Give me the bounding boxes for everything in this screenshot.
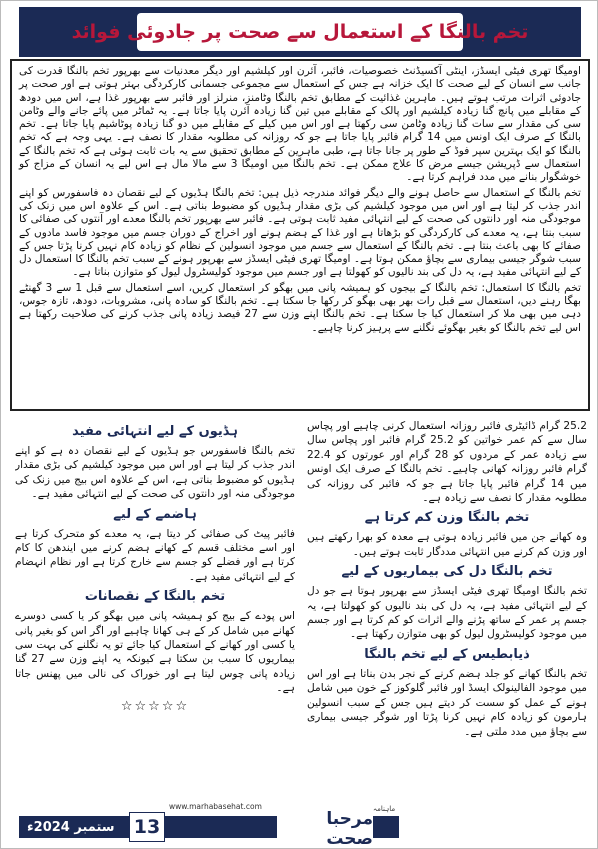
left-column [15,419,295,799]
heart-heading: تخم بالنگا دل کی بیماریوں کے لیے [341,564,553,580]
harms-heading: تخم بالنگا کے نقصانات [84,589,226,605]
weight-heading: تخم بالنگا وزن کم کرتا ہے [364,510,530,526]
weight-paragraph: وہ کھانے جن میں فائبر زیادہ ہوتی ہے معدہ کو بھرا رکھتے ہیں اور وزن کم کرنے میں انتہائی مددگار ثابت ہوتے ہیں۔ [307,531,587,558]
intro-box [10,59,590,411]
intro-paragraph-2: تخم بالنگا کے استعمال سے حاصل ہونے والے دیگر فوائد مندرجہ ذیل ہیں: تخم بالنگا ہڈیوں کے لیے نقصان دہ فاسفورس کو اپنے اندر جذب کر لیتا ہے اور اس میں موجود کیلشیم کی بڑی مقدار ہڈیوں کو مضبوط بناتی ہے۔ اس کے علاوہ اس میں زنک کی موجودگی منہ اور دانتوں کی صحت کے لیے انتہائی مفید ثابت ہوتی ہے۔ فائبر سے بھرپور تخم بالنگا معدے اور آنتوں کی صفائی کا سبب بنتا ہے، یہ معدے کی کارکردگی کو بڑھاتا ہے اور غذا کے ہضم ہونے اور اخراج کے دوران جسم میں موجود فاسد مادوں کے صفائے کا بھی باعث بنتا ہے۔ تخم بالنگا کے استعمال سے جسم میں موجود انسولین کے نظام کو زیادہ کام نہیں کرنا پڑتا جس کے سبب شوگر جیسی بیماری سے بچاؤ ممکن ہوتا ہے۔ اومیگا تھری فیٹی ایسڈز سے بھرپور ہونے کے سبب تخم بالنگا کا استعمال دل کے لیے انتہائی مفید ہے، یہ دل کی بند نالیوں کو کھولتا ہے اور جسم میں موجود کولیسٹرول لیول کو متوازن بناتا ہے۔ [19,186,581,279]
harms-paragraph: اس پودے کے بیج کو ہمیشہ پانی میں بھگو کر یا کسی دوسرے کھانے میں شامل کر کے ہی کھانا چاہیے اور اگر اس کو بغیر پانی یا کسی اور کھانے کے استعمال کیا جائے تو یہ نگلنے کی بہت سی بیماریوں کا سبب بن سکتا ہے کیونکہ یہ اپنے وزن سے 27 گنا زیادہ پانی چوس لیتا ہے اور خوراک کی نالی میں پھنس جاتا ہے۔ [15,610,295,695]
diabetes-heading: ذیابطیس کے لیے تخم بالنگا [364,646,530,662]
intro-paragraph-1: اومیگا تھری فیٹی ایسڈز، اینٹی آکسیڈنٹ خصوصیات، فائبر، آئرن اور کیلشیم اور دیگر معدنیات سے بھرپور تخم بالنگا قدرت کی جانب سے انسان کے لیے صحت کا ایک خزانہ ہے جس کے استعمال سے مجموعی جسمانی کارکردگی بہتر ہوتی ہے اور صحت پر جادوئی اثرات مرتب ہوتے ہیں۔ ماہرین غذائیت کے مطابق تخم بالنگا وٹامنز، منرلز اور فائبر سے بھرپور غذا ہے، اس میں دودھ کے مقابلے میں پانچ گنا زیادہ کیلشیم اور پالک کے مقابلے میں تین گنا زیادہ آئرن پایا جاتا ہے۔ یہ ٹماٹر میں پائے جانے والے وٹامن سی کی مقدار سے سات گنا زیادہ وٹامن سی رکھتا ہے اور اس میں کیلے کے مقابلے میں دو گنا زیادہ پوٹاشیم پایا جاتا ہے۔ تخم بالنگا کے صرف ایک اونس میں 14 گرام فائبر پایا جاتا ہے جو کہ روزانہ کی مطلوبہ مقدار کا نصف ہے۔ یہی وجہ ہے کہ تخم بالنگا کو ایک بہترین سپر فوڈ کے طور پر جانا جاتا ہے، طبی ماہرین کے مطابق تحقیق سے یہ بات ثابت ہوئی ہے کہ تخم بالنگا کے استعمال سے ڈپریشن جیسے مرض کا علاج ممکن ہے۔ تخم بالنگا میں اومیگا 3 سے مالا مال ہے اس لیے یہ انسان کے مزاج کو خوشگوار بنانے میں مدد فراہم کرتا ہے۔ [19,65,581,184]
issue-month: ستمبر 2024ء [27,820,115,835]
fiber-paragraph: 25.2 گرام ڈائیٹری فائبر روزانہ استعمال کرنی چاہیے اور پچاس سال سے کم عمر خواتین کو 25.2 گرام فائبر اور پچاس سال سے زیادہ عمر کے مردوں کو 28 گرام اور عورتوں کو 22.4 گرام فائبر روزانہ کھانی چاہیے۔ تخم بالنگا کے صرف ایک اونس میں 14 گرام فائبر پایا جاتا ہے جو کہ فائبر کی روزانہ کی مطلوبہ مقدار کا نصف سے زیادہ ہے۔ [307,420,587,505]
page-title: تخم بالنگا کے استعمال سے صحت پر جادوئی فوائد [71,21,529,43]
heart-paragraph: تخم بالنگا اومیگا تھری فیٹی ایسڈز سے بھرپور ہوتا ہے جو دل کے لیے انتہائی مفید ہے، یہ دل کی بند نالیوں کو کھولتا ہے، یہ جسم پر عمر کے ساتھ پڑنے والے اثرات کو کم کرتا ہے اور جسم میں موجود کولیسٹرول لیول کو بھی متوازن رکھتا ہے۔ [307,585,587,641]
bones-paragraph: تخم بالنگا فاسفورس جو ہڈیوں کے لیے نقصان دہ ہے کو اپنے اندر جذب کر لیتا ہے اور اس میں موجود کیلشیم کی بڑی مقدار ہڈیوں کو مضبوط بناتی ہے، اس کے علاوہ اس بیج میں زنک کی موجودگی منہ اور دانتوں کی صحت کے لیے انتہائی مفید ہے۔ [15,445,295,501]
right-column [307,419,587,799]
intro-paragraph-3: تخم بالنگا کا استعمال: تخم بالنگا کے بیجوں کو ہمیشہ پانی میں بھگو کر استعمال کریں، اسے استعمال سے قبل 1 سے 3 گھنٹے بھگا رہنے دیں، استعمال سے قبل رات بھر بھی بھگو کر رکھا جا سکتا ہے۔ تخم بالنگا کو سادہ پانی، مشروبات، دودھ، تازہ جوس، دہی میں بھی ملا کر استعمال کیا جا سکتا ہے۔ تخم بالنگا اپنے وزن سے 27 فیصد زیادہ پانی جذب کرنے کی صلاحیت رکھتا ہے اس لیے تخم بالنگا کو بغیر بھگوئے نگلنے سے پرہیز کرنا چاہیے۔ [19,281,581,334]
page-number: 13 [133,816,161,838]
bones-heading: ہڈیوں کے لیے انتہائی مفید [72,424,238,439]
digestion-paragraph: فائبر پیٹ کی صفائی کر دیتا ہے، یہ معدے کو متحرک کرتا ہے اور اسے مختلف قسم کے کھانے ہضم کرنے میں ایندھن کا کام کرتا ہے اور فضلے کو جسم سے خارج کرتا ہے اور نظام انہضام کے لیے انتہائی مفید ہے۔ [15,527,295,583]
end-stars: ☆☆☆☆☆ [120,698,190,714]
title-plate [71,13,529,51]
website-link[interactable]: www.marhabasehat.com [169,802,262,811]
magazine-logo [277,809,373,849]
magazine-tagline: ماہنامہ [373,805,396,813]
magazine-name: مرحبا صحت [326,809,373,849]
title-banner [19,7,581,57]
page-number-box [129,812,165,842]
footer [19,802,581,849]
diabetes-paragraph: تخم بالنگا کھانے کو جلد ہضم کرنے کے نجر بدن بناتا ہے اور اس میں موجود الفالینولک ایسڈ اور فائبر گلوکوز کے خون میں شامل ہونے کے عمل کو سست کر دیتے ہیں جس کے سبب انسولین ہارمون کو زیادہ کام نہیں کرنا پڑتا اور شوگر جیسی بیماری سے بچاؤ میں مدد ملتی ہے۔ [307,667,587,738]
digestion-heading: ہاضمے کے لیے [113,506,197,522]
